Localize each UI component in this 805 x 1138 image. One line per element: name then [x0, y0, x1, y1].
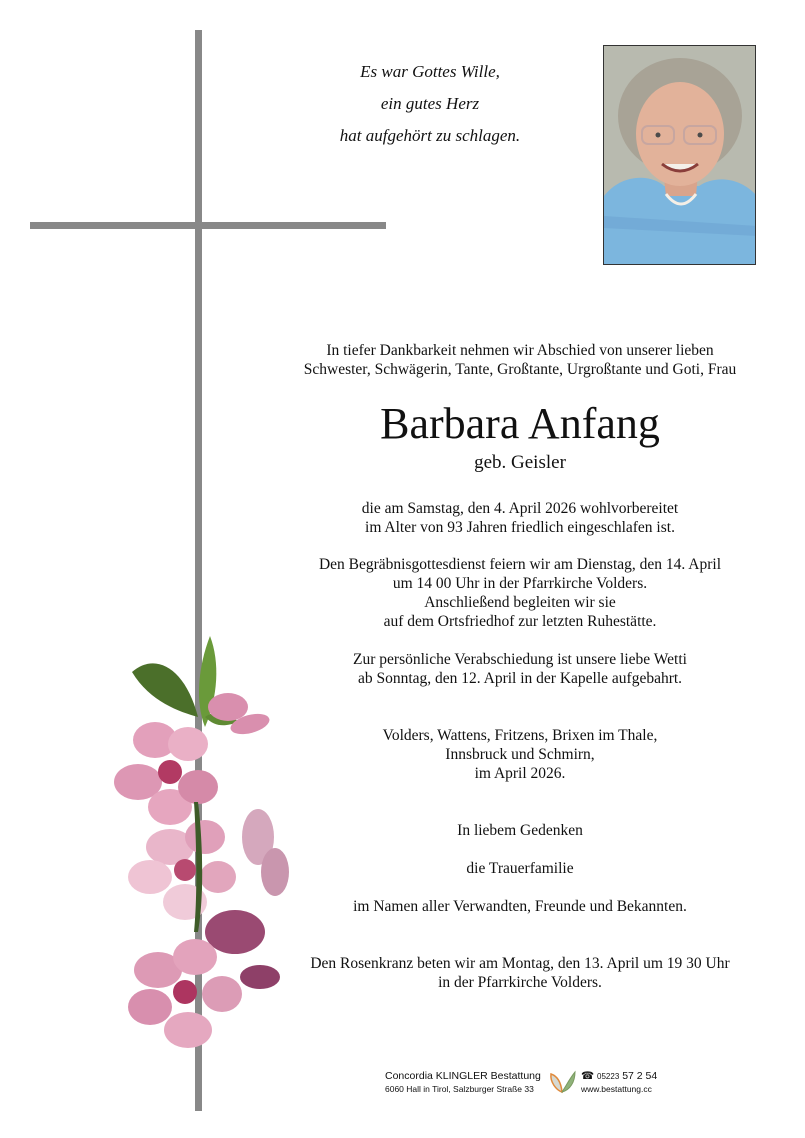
intro-line: In tiefer Dankbarkeit nehmen wir Abschied von unserer lieben: [326, 342, 714, 359]
rosary-line: in der Pfarrkirche Volders.: [438, 974, 602, 991]
death-notice: [250, 499, 790, 537]
motto-line: hat aufgehört zu schlagen.: [339, 126, 521, 145]
funeral-line: auf dem Ortsfriedhof zur letzten Ruhestätte.: [383, 613, 657, 630]
cross-horizontal-bar: [30, 222, 386, 229]
funeral-line: um 14 00 Uhr in der Pfarrkirche Volders.: [392, 575, 648, 592]
portrait-photo: [603, 45, 756, 265]
death-notice-line: die am Samstag, den 4. April 2026 wohlvorbereitet: [361, 500, 679, 517]
funeral-home-contact: [581, 1070, 657, 1095]
funeral-line: Den Begräbnisgottesdienst feiern wir am Dienstag, den 14. April: [318, 556, 722, 573]
motto-verse: [300, 56, 560, 152]
phone-prefix: 05223: [597, 1072, 620, 1081]
viewing-line: ab Sonntag, den 12. April in der Kapelle aufgebahrt.: [357, 670, 683, 687]
remembrance-line: In liebem Gedenken: [457, 822, 583, 839]
deceased-name: Barbara Anfang: [380, 399, 660, 448]
rosary-line: Den Rosenkranz beten wir am Montag, den 13. April um 19 30 Uhr: [310, 955, 730, 972]
on-behalf-line: im Namen aller Verwandten, Freunde und Bekannten.: [353, 898, 687, 915]
intro-line: Schwester, Schwägerin, Tante, Großtante, Urgroßtante und Goti, Frau: [303, 361, 737, 378]
death-notice-line: im Alter von 93 Jahren friedlich eingeschlafen ist.: [365, 519, 675, 536]
intro-text: [250, 341, 790, 379]
phone-line[interactable]: [581, 1070, 657, 1083]
motto-line: Es war Gottes Wille,: [360, 62, 500, 81]
phone-number: 57 2 54: [622, 1070, 658, 1082]
cherry-blossom-illustration: [110, 632, 300, 1057]
funeral-home-info: [385, 1070, 541, 1095]
places-line: Innsbruck und Schmirn,: [445, 746, 595, 763]
portrait-image: [604, 46, 756, 265]
places-line: Volders, Wattens, Fritzens, Brixen im Thale,: [382, 727, 658, 744]
telephone-icon: ☎: [581, 1070, 595, 1082]
viewing-line: Zur persönliche Verabschiedung ist unsere liebe Wetti: [353, 651, 687, 668]
places-and-date: [250, 726, 790, 783]
butterfly-logo-icon: [548, 1070, 576, 1096]
family-line: die Trauerfamilie: [466, 860, 574, 877]
viewing-details: [250, 650, 790, 688]
funeral-home-footer: [385, 1070, 675, 1096]
funeral-home-address: 6060 Hall in Tirol, Salzburger Straße 33: [385, 1084, 534, 1094]
funeral-details: [250, 555, 790, 631]
website-link[interactable]: www.bestattung.cc: [581, 1084, 652, 1094]
funeral-home-name: Concordia KLINGLER Bestattung: [385, 1070, 541, 1082]
motto-line: ein gutes Herz: [380, 94, 480, 113]
maiden-name: geb. Geisler: [474, 452, 566, 473]
rosary-details: [250, 954, 790, 992]
funeral-line: Anschließend begleiten wir sie: [424, 594, 616, 611]
places-line: im April 2026.: [474, 765, 566, 782]
